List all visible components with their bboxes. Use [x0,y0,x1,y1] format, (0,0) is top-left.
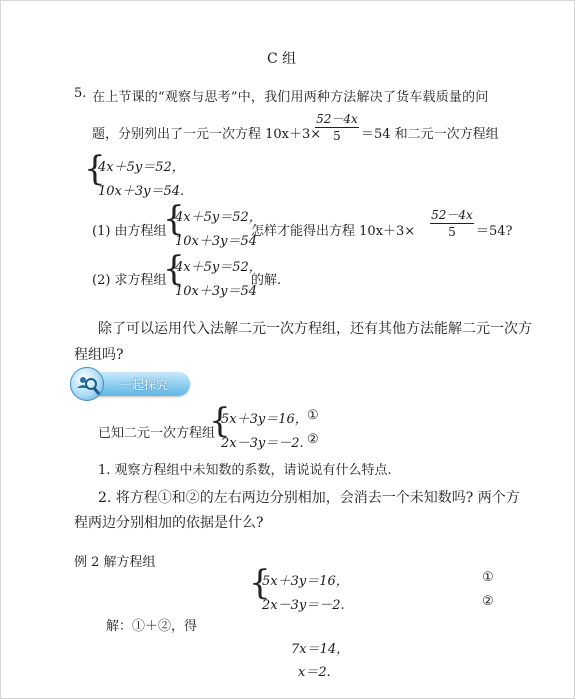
explore-item-1: 1. 观察方程组中未知数的系数，请说说有什么特点. [98,463,392,478]
q1-equation-2: 10x＋3y＝54 [175,234,258,249]
q1-fraction [430,208,474,239]
solution-step-1: 7x＝14， [291,642,350,657]
example-equation-1: 5x＋3y＝16， [262,574,349,589]
example-2-label: 例 2 解方程组 [74,555,156,570]
example-brace: { [249,563,271,603]
q1-fraction-bar [430,223,474,224]
fraction-bar [315,127,359,128]
problem-text-line1: 在上节课的“观察与思考”中，我们用两种方法解决了货车载质量的问 [92,90,489,105]
explore-item-2-line-1: 2. 将方程①和②的左右两边分别相加，会消去一个未知数吗? 两个方 [98,490,520,506]
magnifier-icon-svg [71,368,103,400]
system-brace: { [84,149,106,189]
q2-brace: { [163,249,185,289]
example-equation-1-tag: ① [482,570,494,585]
explore-badge [76,372,190,396]
fraction-expression [315,112,359,143]
question-1-label: (1) 由方程组 [92,224,167,239]
q1-fraction-denominator: 5 [448,225,456,239]
problem-number: 5. [74,86,87,101]
q1-fraction-numerator: 52－4x [431,208,473,222]
system-equation-1: 4x＋5y＝52， [98,160,185,175]
q2-equation-2: 10x＋3y＝54 [175,284,258,299]
q2-equation-1: 4x＋5y＝52， [175,260,262,275]
explore-equation-2-tag: ② [307,432,319,447]
solution-label: 解：①＋②，得 [106,619,198,634]
explore-item-2-line-2: 程两边分别相加的依据是什么? [74,515,264,531]
explore-equation-1-tag: ① [307,408,319,423]
explore-given-text: 已知二元一次方程组 [98,426,216,441]
explore-brace: { [209,401,231,441]
question-1-end: ＝54? [476,224,513,239]
intro-line-1: 除了可以运用代入法解二元一次方程组，还有其他方法能解二元一次方 [98,321,532,337]
question-2-label: (2) 求方程组 [92,273,167,288]
problem-text-line2b: ＝54 和二元一次方程组 [361,127,499,142]
fraction-denominator: 5 [333,129,341,143]
question-1-text: 怎样才能得出方程 10x＋3× [251,224,416,239]
q1-brace: { [163,199,185,239]
example-equation-2: 2x－3y＝－2. [262,598,345,613]
system-equation-2: 10x＋3y＝54. [98,184,185,199]
solution-step-2: x＝2. [298,665,331,680]
question-2-end: 的解. [251,273,282,288]
intro-line-2: 程组吗? [74,347,124,363]
q1-equation-1: 4x＋5y＝52， [175,210,262,225]
explore-badge-label: 一起探究 [120,378,169,392]
problem-text-line2a: 题，分别列出了一元一次方程 10x＋3× [92,127,322,142]
explore-equation-1: 5x＋3y＝16， [221,412,308,427]
fraction-numerator: 52－4x [316,112,358,126]
magnifier-people-icon [70,367,104,401]
section-title: C 组 [267,51,297,67]
explore-equation-2: 2x－3y＝－2. [221,436,304,451]
example-equation-2-tag: ② [482,594,494,609]
